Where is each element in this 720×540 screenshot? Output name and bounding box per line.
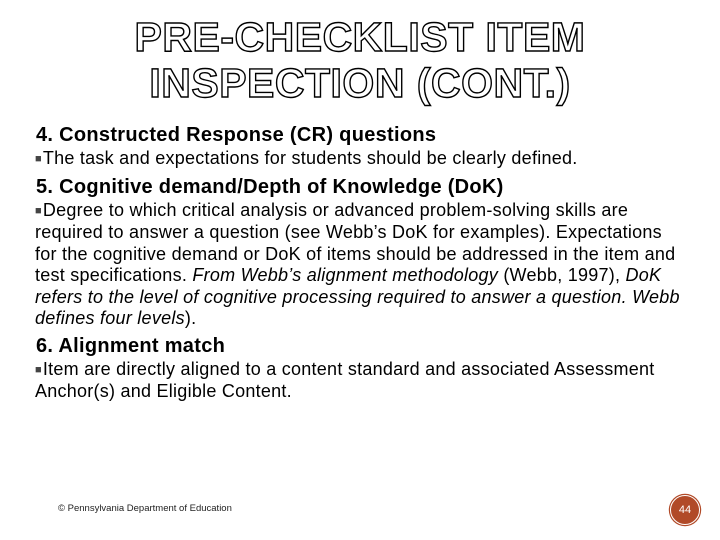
slide-title-line-1: PRE-CHECKLIST ITEM — [134, 14, 586, 60]
paragraph-text: The task and expectations for students should be clearly defined. — [42, 148, 578, 168]
paragraph-text: Degree to which critical analysis or advanced problem-solving skills are required to answer a question (see Webb’s DoK for examples). Expectations for the cognitive demand or DoK of items should be addressed in the item and test specifications. — [35, 199, 676, 285]
square-bullet-icon: ■ — [35, 363, 42, 376]
paragraph-text: (Webb, 1997), — [498, 265, 626, 285]
square-bullet-icon: ■ — [35, 153, 42, 165]
paragraph-italic-text: DoK refers to the level of cognitive processing required to answer a question. Webb defines four levels — [35, 265, 680, 328]
slide-title-line-2: INSPECTION (CONT.) — [149, 60, 571, 106]
square-bullet-icon: ■ — [35, 204, 42, 217]
slide-content — [35, 123, 685, 407]
section-alignment-match — [35, 334, 685, 403]
footer-copyright: © Pennsylvania Department of Education — [58, 503, 232, 514]
section-paragraph — [35, 148, 685, 171]
section-paragraph — [35, 359, 685, 403]
section-paragraph — [35, 200, 685, 330]
slide-title — [0, 14, 720, 106]
section-heading: 4. Constructed Response (CR) questions — [36, 124, 437, 146]
section-cognitive-demand — [35, 175, 685, 330]
section-heading: 6. Alignment match — [36, 334, 226, 357]
paragraph-italic-text: From Webb’s alignment methodology — [192, 265, 499, 285]
section-constructed-response — [35, 123, 685, 171]
page-number-badge: 44 — [670, 495, 700, 525]
paragraph-text: Item are directly aligned to a content standard and associated Assessment Anchor(s) and Eligible Content. — [35, 358, 655, 401]
paragraph-text: ). — [184, 308, 197, 328]
section-heading: 5. Cognitive demand/Depth of Knowledge (DoK) — [36, 175, 504, 198]
